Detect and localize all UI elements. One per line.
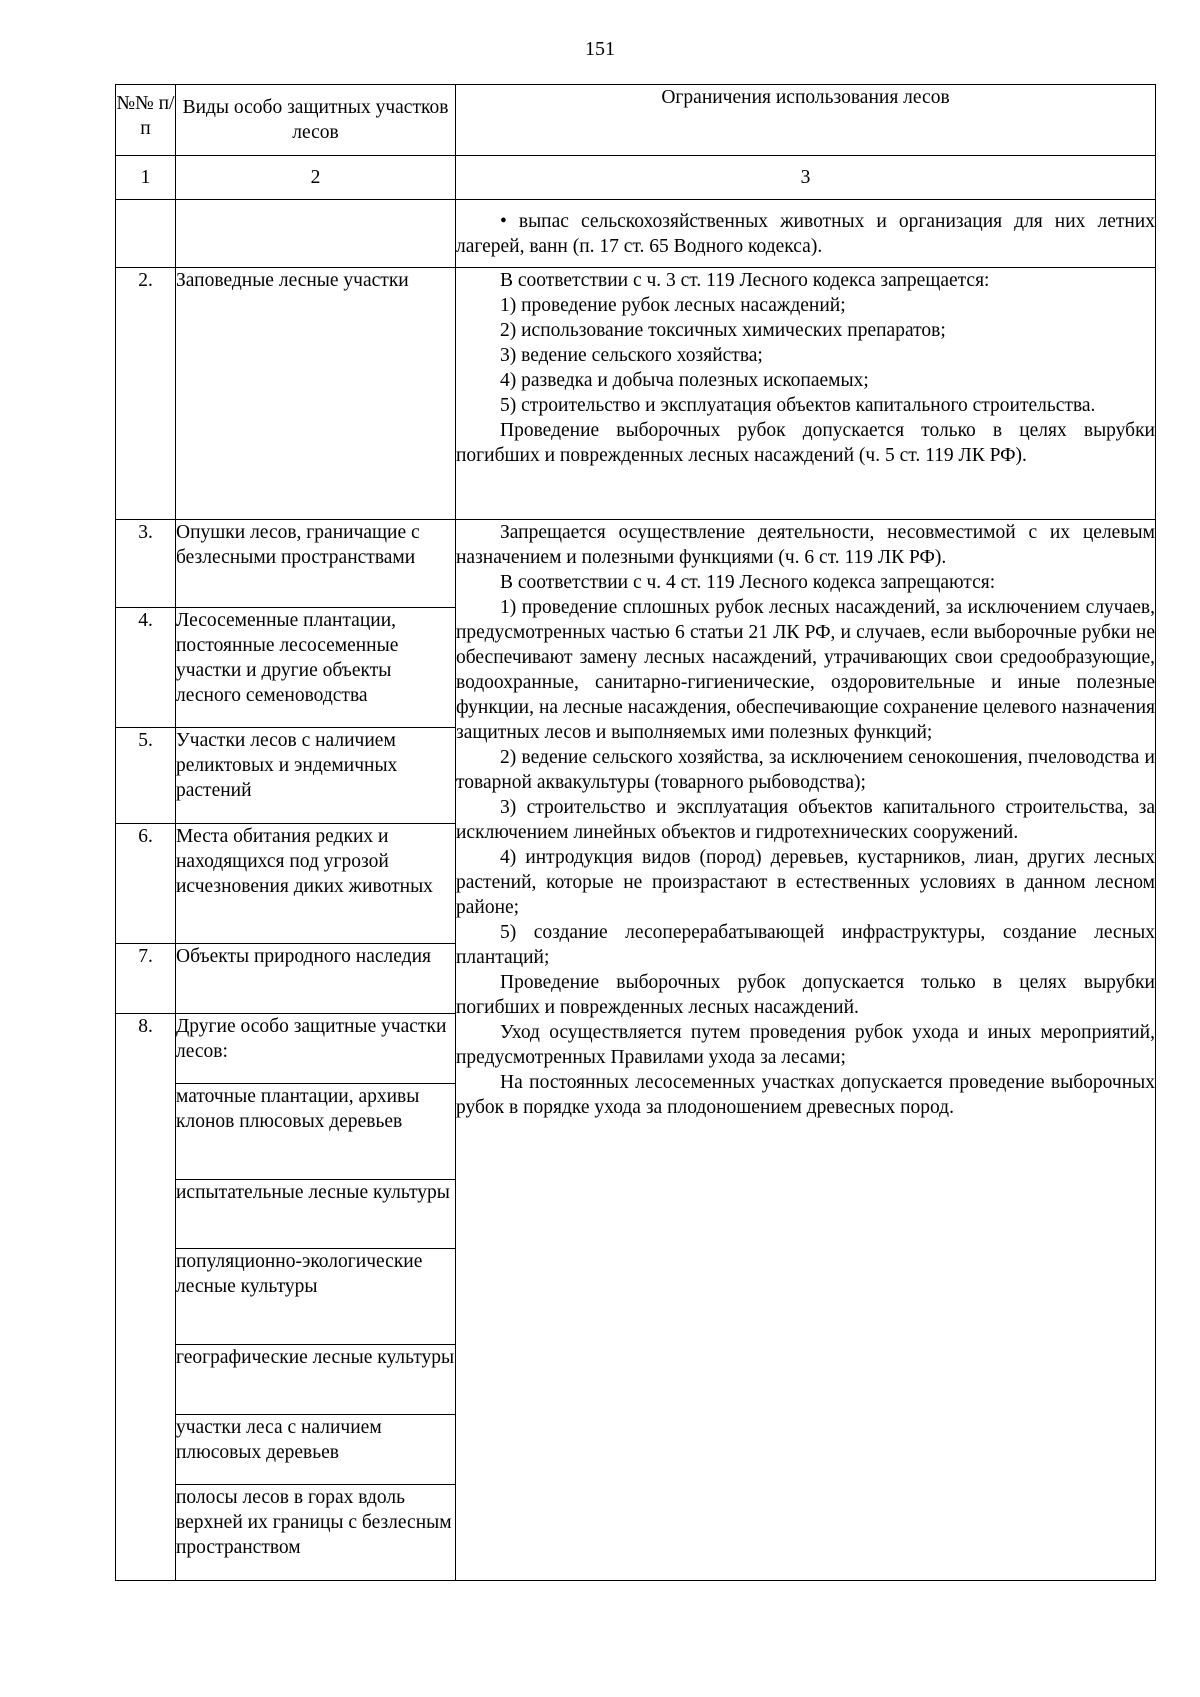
column-index: 2: [176, 156, 456, 200]
header-number: №№ п/п: [116, 85, 176, 156]
column-index-row: [116, 156, 1156, 200]
row-number: 7.: [116, 944, 176, 1014]
site-type-name: Участки лесов с наличием реликтовых и эндемичных растений: [176, 728, 456, 824]
table-row: [116, 520, 1156, 608]
site-subtype-name: полосы лесов в горах вдоль верхней их границы с безлесным пространством: [176, 1485, 456, 1581]
page-number: 151: [585, 38, 615, 60]
row-number: 5.: [116, 728, 176, 824]
table-row: [116, 268, 1156, 520]
site-subtype-name: испытательные лесные культуры: [176, 1180, 456, 1249]
site-type-name: Места обитания редких и находящихся под угрозой исчезновения диких животных: [176, 824, 456, 944]
forest-restrictions-table: [115, 84, 1156, 1581]
site-subtype-name: популяционно-экологические лесные культуры: [176, 1249, 456, 1345]
site-type-name: Лесосеменные плантации, постоянные лесосеменные участки и другие объекты лесного семеноводства: [176, 608, 456, 728]
site-type-name: Объекты природного наследия: [176, 944, 456, 1014]
header-restrictions: Ограничения использования лесов: [456, 85, 1156, 156]
restriction-text: В соответствии с ч. 3 ст. 119 Лесного кодекса запрещается: 1) проведение рубок лесных насаждений; 2) использование токсичных химических препаратов; 3) ведение сельского хозяйства; 4) разведка и добыча полезных ископаемых; 5) строительство и эксплуатация объектов капитального строительства. Проведение выборочных рубок допускается только в целях вырубки погибших и поврежденных лесных насаждений (ч. 5 ст. 119 ЛК РФ).: [456, 268, 1156, 520]
site-subtype-name: маточные плантации, архивы клонов плюсовых деревьев: [176, 1084, 456, 1180]
table-row-continuation: [116, 200, 1156, 268]
column-index: 3: [456, 156, 1156, 200]
row-number: 8.: [116, 1014, 176, 1581]
site-subtype-name: географические лесные культуры: [176, 1345, 456, 1415]
site-type-name: Заповедные лесные участки: [176, 268, 456, 520]
site-subtype-name: участки леса с наличием плюсовых деревьев: [176, 1415, 456, 1485]
row-number: 6.: [116, 824, 176, 944]
site-type-name: Опушки лесов, граничащие с безлесными пространствами: [176, 520, 456, 608]
site-type-name: Другие особо защитные участки лесов:: [176, 1014, 456, 1084]
restriction-text: Запрещается осуществление деятельности, несовместимой с их целевым назначением и полезными функциями (ч. 6 ст. 119 ЛК РФ). В соответствии с ч. 4 ст. 119 Лесного кодекса запрещаются: 1) проведение сплошных рубок лесных насаждений, за исключением случаев, предусмотренных частью 6 статьи 21 ЛК РФ, и случаев, если выборочные рубки не обеспечивают замену лесных насаждений, утрачивающих свои средообразующие, водоохранные, санитарно-гигиенические, оздоровительные и иные полезные функции, на лесные насаждения, обеспечивающие сохранение целевого назначения защитных лесов и выполняемых ими полезных функций; 2) ведение сельского хозяйства, за исключением сенокошения, пчеловодства и товарной аквакультуры (товарного рыбоводства); 3) строительство и эксплуатация объектов капитального строительства, за исключением линейных объектов и гидротехнических сооружений. 4) интродукция видов (пород) деревьев, кустарников, лиан, других лесных растений, которые не произрастают в естественных условиях в данном лесном районе; 5) создание лесоперерабатывающей инфраструктуры, создание лесных плантаций; Проведение выборочных рубок допускается только в целях вырубки погибших и поврежденных лесных насаждений. Уход осуществляется путем проведения рубок ухода и иных мероприятий, предусмотренных Правилами ухода за лесами; На постоянных лесосеменных участках допускается проведение выборочных рубок в порядке ухода за плодоношением древесных пород.: [456, 520, 1156, 1581]
restriction-text: • выпас сельскохозяйственных животных и организация для них летних лагерей, ванн (п. 17 ст. 65 Водного кодекса).: [456, 200, 1156, 268]
row-number: 2.: [116, 268, 176, 520]
column-index: 1: [116, 156, 176, 200]
table-header-row: [116, 85, 1156, 156]
header-site-types: Виды особо защитных участков лесов: [176, 85, 456, 156]
row-number: 4.: [116, 608, 176, 728]
row-number: 3.: [116, 520, 176, 608]
